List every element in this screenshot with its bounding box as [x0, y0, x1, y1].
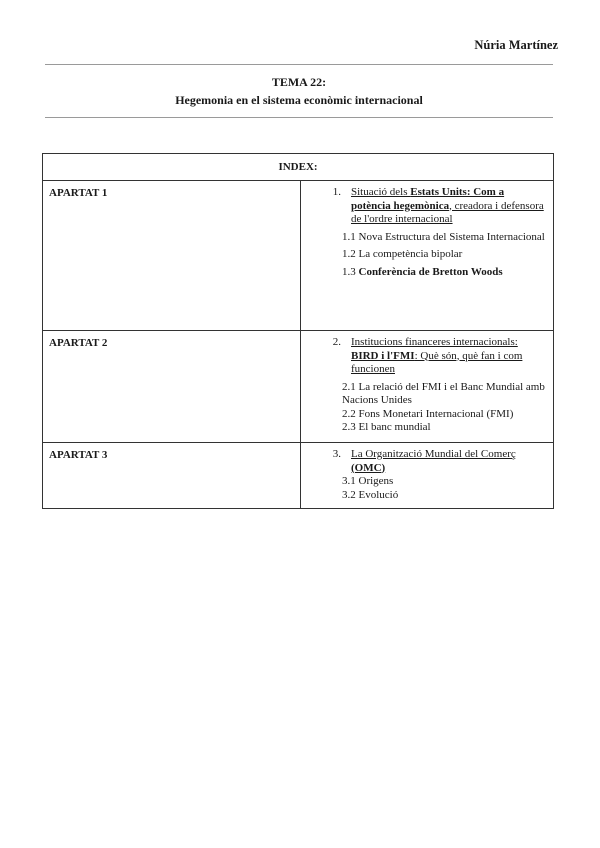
index-table: [42, 153, 554, 509]
item-number: 3.: [332, 448, 341, 460]
document-title-line2: Hegemonia en el sistema econòmic internacional: [175, 93, 423, 107]
section-main-text: La Organització Mundial del Comerç (OMC): [351, 448, 516, 474]
section-main-item-2: [301, 336, 545, 377]
section-main-text: Situació dels Estats Units: Com a potència hegemònica, creadora i defensora de l'ordre internacional: [351, 186, 544, 225]
section-content-2: [301, 331, 554, 443]
subsection-1-1: 1.1 Nova Estructura del Sistema Internacional: [342, 230, 545, 243]
section-content-3: [301, 443, 554, 509]
subsection-3-1: 3.1 Origens: [342, 475, 394, 487]
section-main-item-1: [301, 186, 545, 227]
item-number: 1.: [332, 186, 341, 198]
subsection-2-2: 2.2 Fons Monetari Internacional (FMI): [342, 407, 514, 420]
item-number: 2.: [332, 336, 341, 348]
subsection-1-3: 1.3 Conferència de Bretton Woods: [342, 265, 503, 278]
section-content-1: [301, 181, 554, 331]
section-row-3: [43, 443, 554, 509]
index-heading: INDEX:: [43, 154, 554, 181]
section-label-2: APARTAT 2: [43, 331, 301, 443]
document-title-line1: TEMA 22:: [271, 75, 327, 89]
subsection-2-1: 2.1 La relació del FMI i el Banc Mundial amb Nacions Unides: [342, 380, 545, 406]
section-main-text: Institucions financeres internacionals: BIRD i l'FMI: Què són, què fan i com funcionen: [351, 336, 523, 375]
subsection-2-3: 2.3 El banc mundial: [342, 421, 431, 433]
section-label-1: APARTAT 1: [43, 181, 301, 331]
section-label-3: APARTAT 3: [43, 443, 301, 509]
bottom-rule: [45, 117, 553, 118]
section-main-item-3: [301, 448, 545, 475]
subsection-3-2: 3.2 Evolució: [342, 488, 399, 501]
subsection-1-2: 1.2 La competència bipolar: [342, 248, 463, 260]
section-row-2: [43, 331, 554, 443]
top-rule: [45, 64, 553, 65]
author-name: Núria Martínez: [474, 38, 558, 52]
section-row-1: [43, 181, 554, 331]
